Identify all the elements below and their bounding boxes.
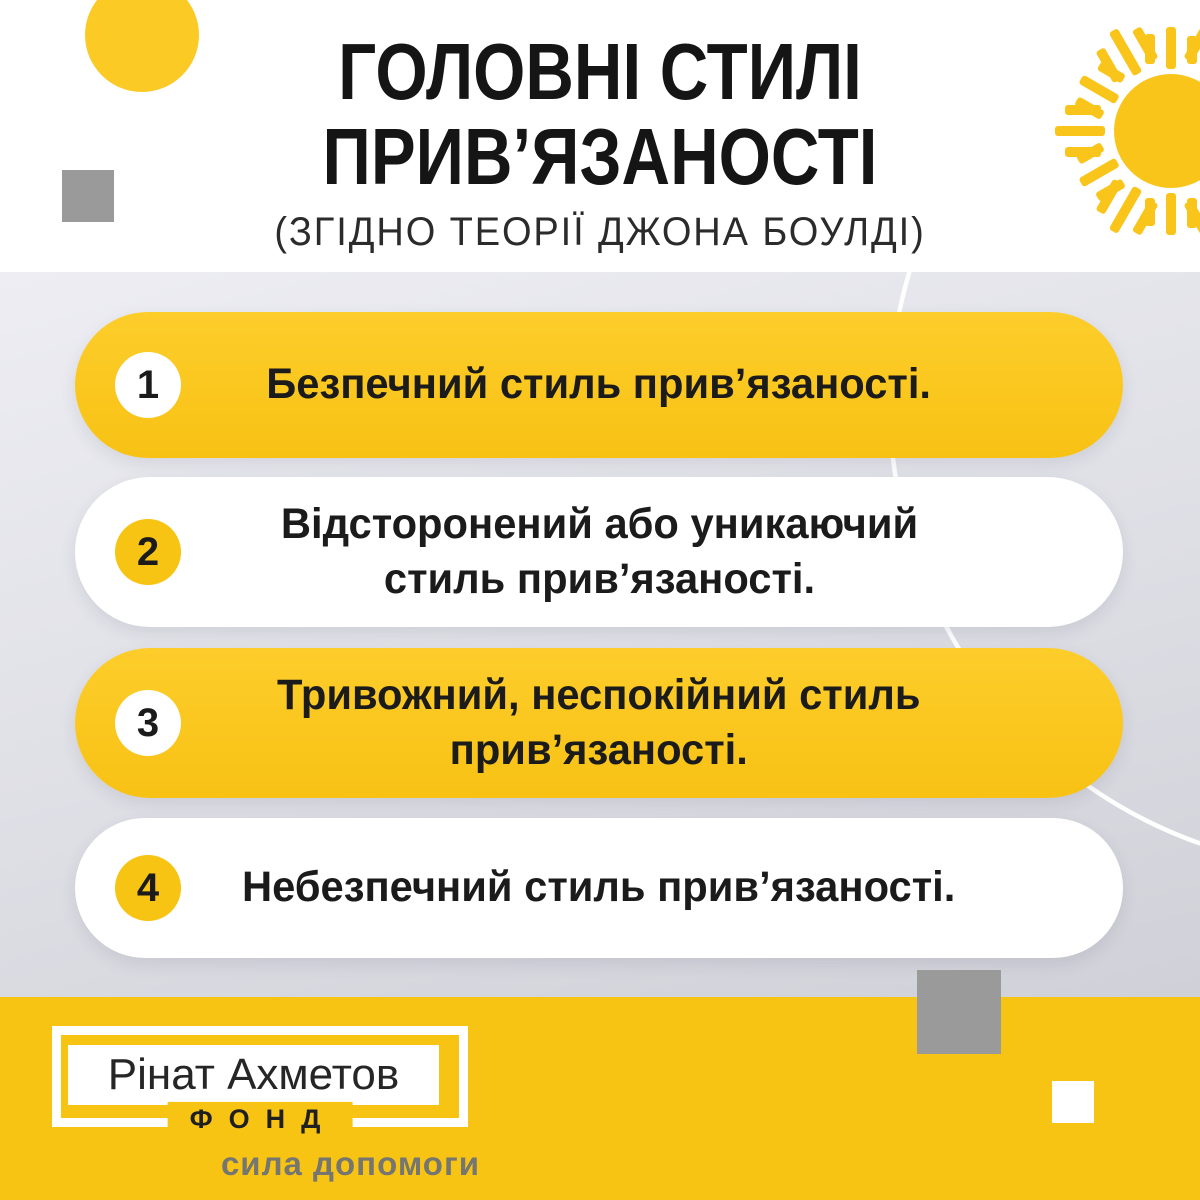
list-item-3 <box>75 648 1123 798</box>
item-text: Відсторонений або уникаючий стиль прив’язаності. <box>280 499 918 603</box>
logo-fond-label: ФОНД <box>168 1102 353 1137</box>
list-item-4 <box>75 818 1123 958</box>
page-title-line1: ГОЛОВНІ СТИЛІ <box>338 27 862 116</box>
item-text: Безпечний стиль прив’язаності. <box>266 360 932 409</box>
list-item-1 <box>75 312 1123 458</box>
foundation-tagline: сила допомоги <box>220 1145 480 1182</box>
header-section <box>0 0 1200 272</box>
white-square-decoration <box>1052 1081 1094 1123</box>
item-number-badge: 2 <box>115 519 181 585</box>
gray-square-decoration-bottom <box>917 970 1001 1054</box>
item-number-badge: 3 <box>115 690 181 756</box>
attachment-styles-list-section <box>0 272 1200 997</box>
rinat-akhmetov-foundation-logo <box>52 1026 468 1134</box>
item-text: Тривожний, неспокійний стиль прив’язаності. <box>277 670 921 774</box>
page-subtitle: (ЗГІДНО ТЕОРІЇ ДЖОНА БОУЛДІ) <box>274 209 926 254</box>
item-number-badge: 1 <box>115 352 181 418</box>
list-item-2 <box>75 477 1123 627</box>
logo-name: Рінат Ахметов <box>68 1045 439 1105</box>
item-text: Небезпечний стиль прив’язаності. <box>242 863 956 912</box>
page-title-line2: ПРИВ’ЯЗАНОСТІ <box>322 111 878 201</box>
footer-section <box>0 997 1200 1200</box>
item-number-badge: 4 <box>115 855 181 921</box>
